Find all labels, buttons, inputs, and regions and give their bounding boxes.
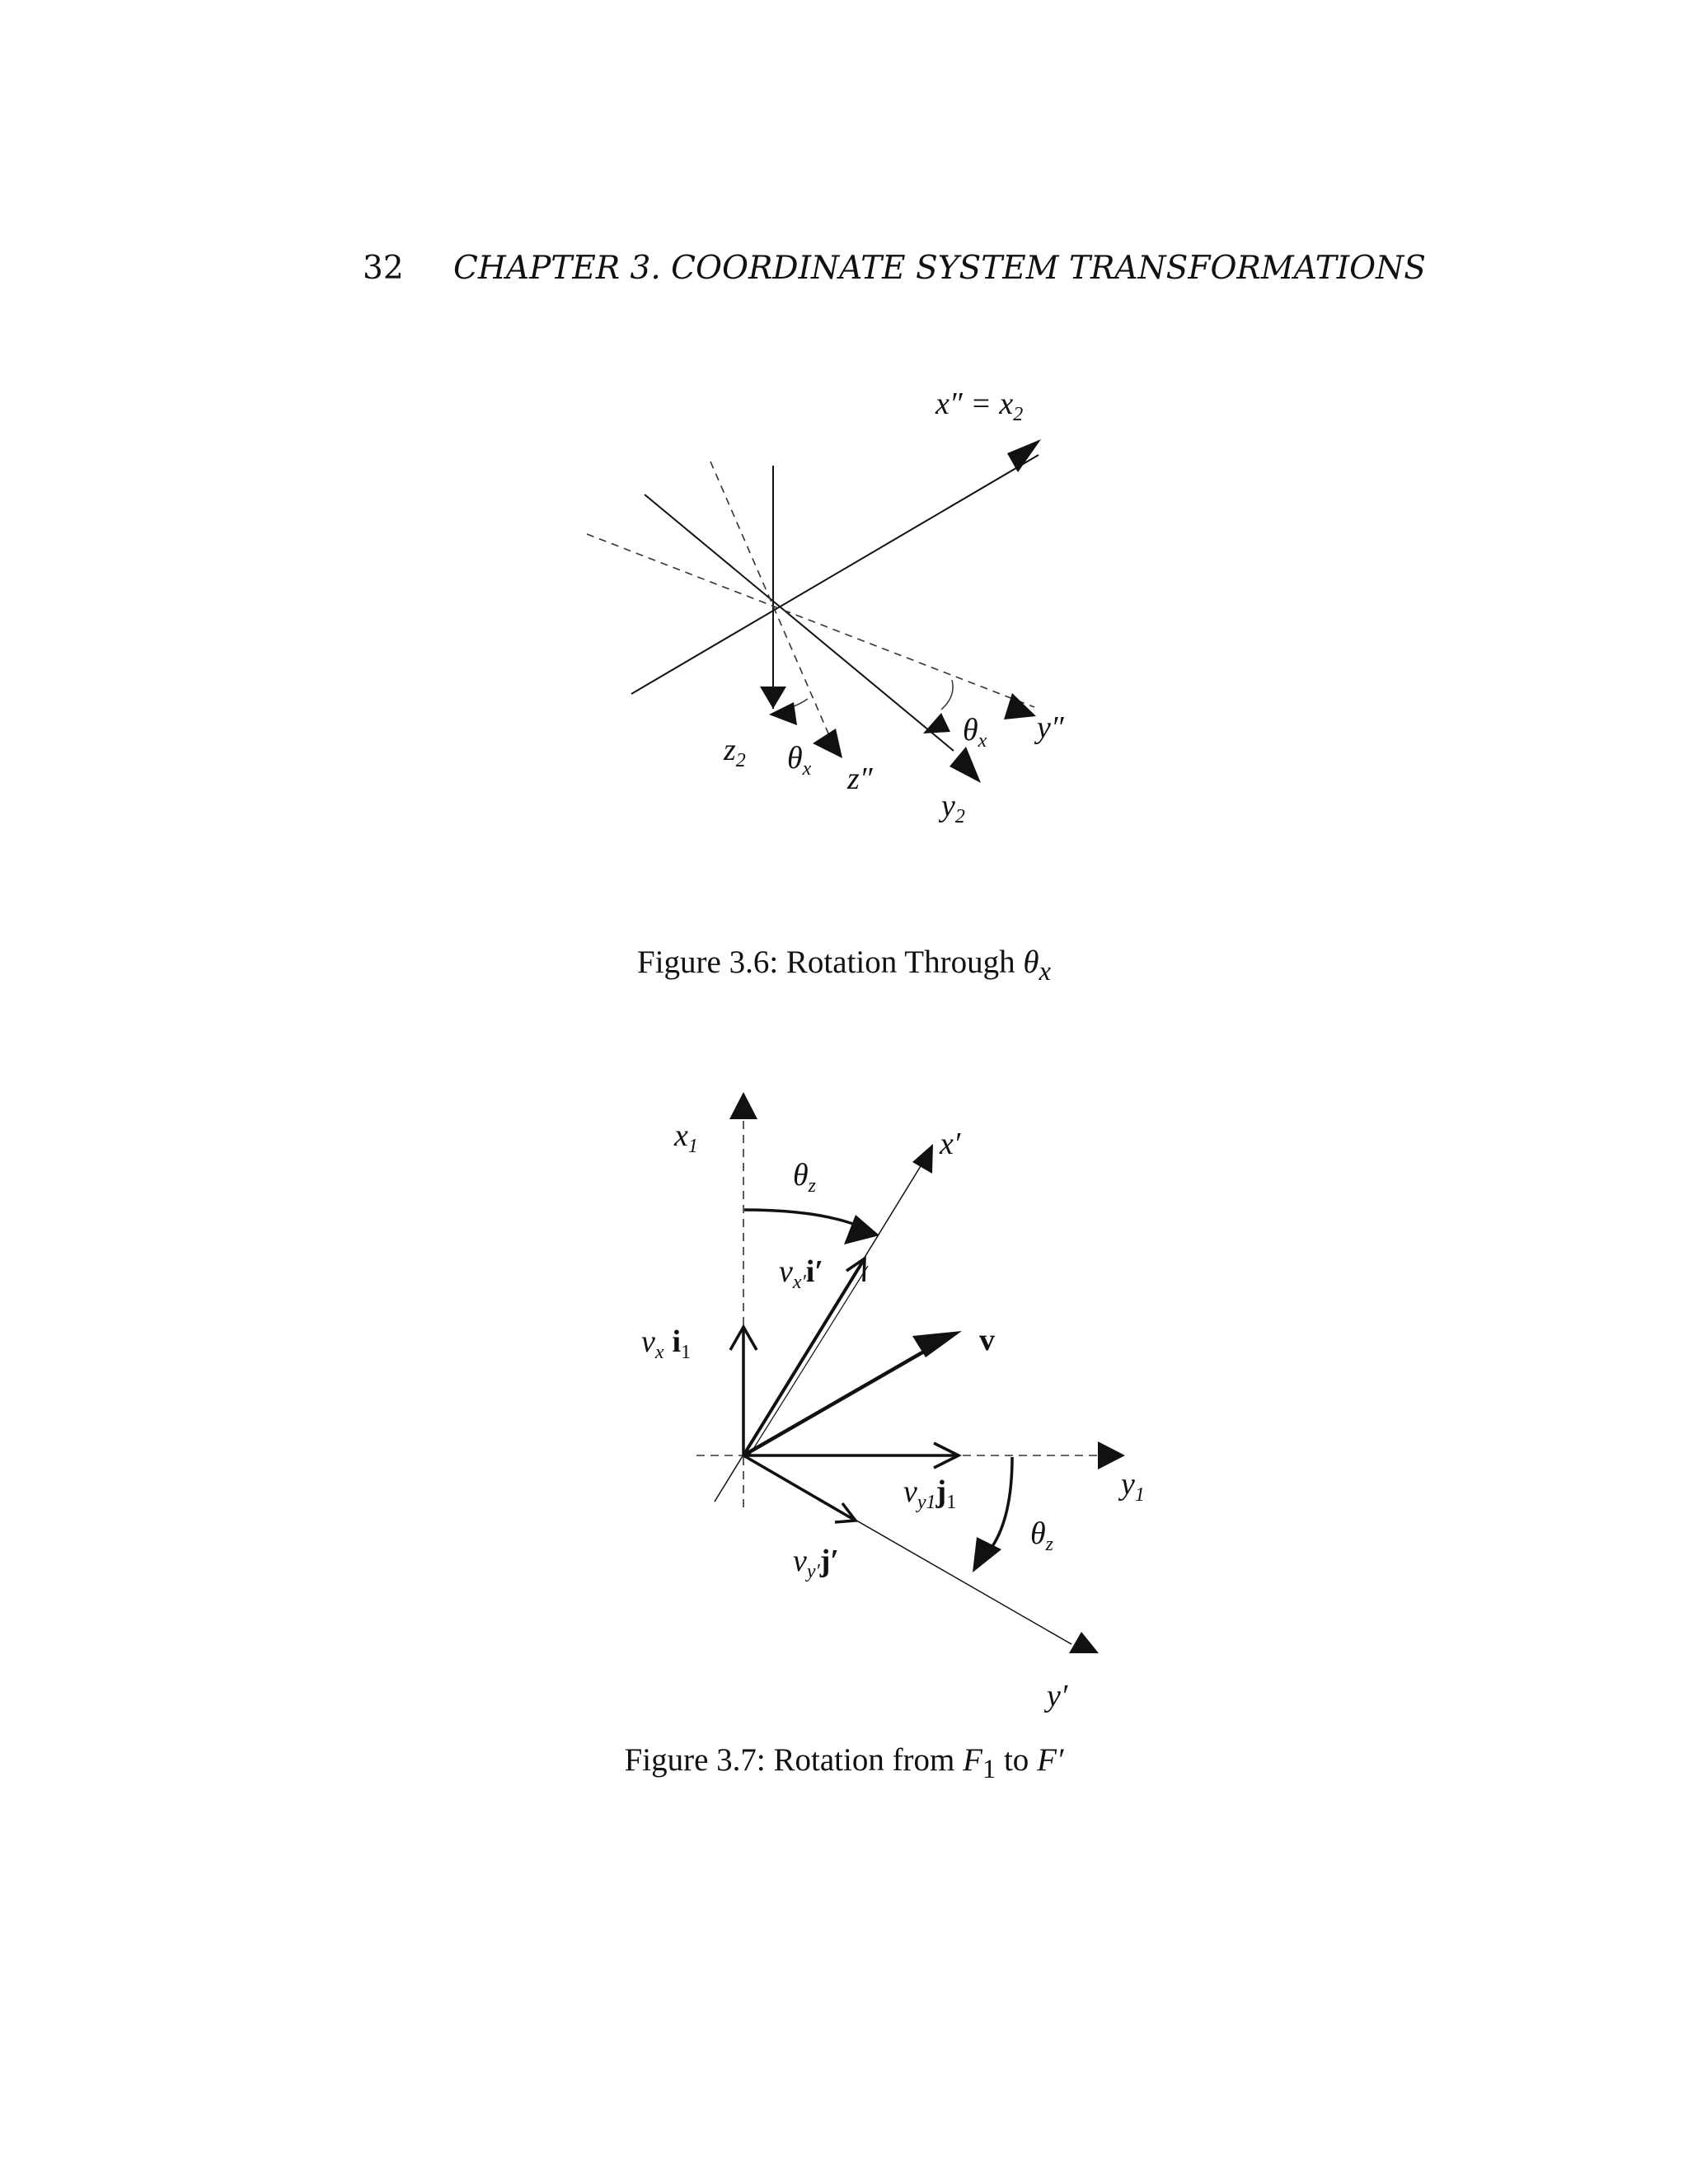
- figure-3-7-diagram: [610, 1071, 1203, 1739]
- theta-arc-bottom: [989, 1457, 1012, 1551]
- vector-v: [743, 1346, 934, 1455]
- label-vy1-j1: $v_{y1}j_1$: [903, 1474, 957, 1513]
- label-theta-x-left: $\theta_x$: [787, 741, 812, 780]
- vector-vx-prime-i-prime-thin: [749, 1266, 868, 1455]
- figure-3-6-caption: Figure 3.6: Rotation Through $\theta_x$: [637, 944, 1051, 987]
- label-vy-prime-j-prime: $v_{y'}j'$: [793, 1544, 840, 1582]
- label-y-double-prime: y″: [1037, 710, 1064, 745]
- page-number: 32: [363, 250, 404, 287]
- arrowhead-x1: [729, 1092, 757, 1119]
- arrowhead-theta-right: [923, 713, 950, 733]
- label-y1: $y_1$: [1121, 1467, 1145, 1506]
- arrowhead-theta-bottom: [973, 1537, 1001, 1572]
- arrowhead-y1: [1098, 1441, 1125, 1469]
- figure-3-7-caption: Figure 3.7: Rotation from $F_1$ to F′: [624, 1742, 1064, 1784]
- vector-vx-prime-i-prime-head: [846, 1258, 865, 1282]
- label-z-double-prime: z″: [847, 762, 873, 796]
- arrowhead-z2: [760, 687, 786, 709]
- arrowhead-y2: [950, 747, 981, 783]
- running-head: [363, 250, 1426, 299]
- axis-x2-line: [631, 455, 1039, 694]
- arrowhead-theta-top: [844, 1215, 879, 1244]
- label-x-double-prime-equals-x2: $x'' = x_2$: [935, 387, 1024, 425]
- label-x-prime: x′: [940, 1127, 961, 1161]
- figure-3-6-diagram: [569, 379, 1162, 841]
- theta-arc-right: [941, 680, 953, 710]
- chapter-title: CHAPTER 3. COORDINATE SYSTEM TRANSFORMATIONS: [453, 250, 1426, 287]
- label-vx-prime-i-prime: $v_{x'}i'$: [779, 1254, 824, 1293]
- label-v: v: [979, 1323, 995, 1357]
- vector-vy-prime-j-prime: [743, 1455, 856, 1521]
- label-theta-z-top: $\theta_z$: [793, 1158, 817, 1197]
- label-x1: $x_1$: [674, 1118, 698, 1157]
- theta-arc-top: [744, 1210, 860, 1226]
- arrowhead-y-prime: [1069, 1632, 1099, 1653]
- vector-vy-prime-j-prime-head: [835, 1503, 856, 1522]
- axis-y2-line: [645, 494, 954, 751]
- label-y2: $y_2$: [941, 789, 965, 827]
- label-theta-z-bottom: $\theta_z$: [1030, 1516, 1054, 1555]
- label-theta-x-right: $\theta_x$: [963, 713, 987, 752]
- label-y-prime: y′: [1047, 1679, 1068, 1713]
- label-vx-i1: $v_x$ $i_1$: [641, 1324, 692, 1363]
- label-z2: $z_2$: [724, 733, 746, 771]
- arrowhead-x-prime: [912, 1144, 933, 1174]
